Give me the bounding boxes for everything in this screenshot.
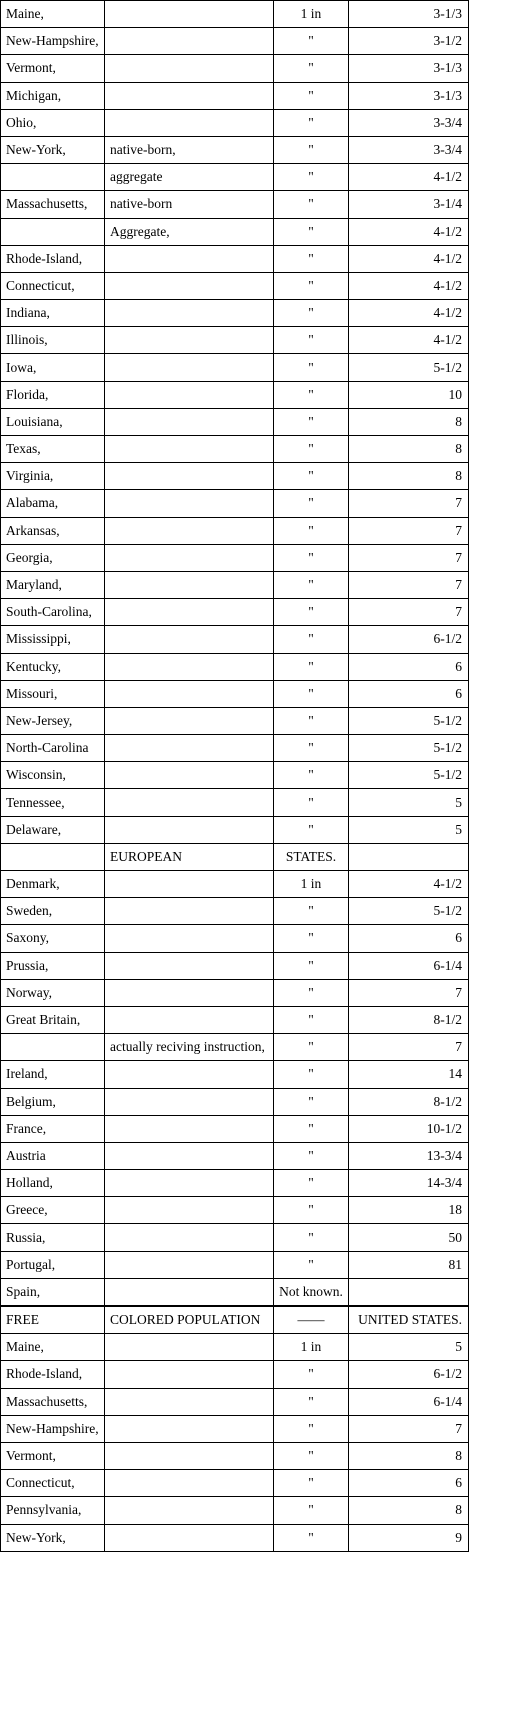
region-cell: Pennsylvania,: [1, 1497, 105, 1524]
qualifier-cell: [105, 1170, 274, 1197]
ratio-value-cell: 6: [349, 653, 469, 680]
region-cell: Vermont,: [1, 1442, 105, 1469]
ratio-value-cell: 7: [349, 490, 469, 517]
ratio-value-cell: 14-3/4: [349, 1170, 469, 1197]
table-row: [1, 1034, 469, 1061]
ratio-value-cell: 4-1/2: [349, 327, 469, 354]
region-cell: Norway,: [1, 979, 105, 1006]
table-row: [1, 354, 469, 381]
region-cell: South-Carolina,: [1, 599, 105, 626]
region-cell: New-Hampshire,: [1, 1415, 105, 1442]
table-row: [1, 327, 469, 354]
qualifier-cell: [105, 1061, 274, 1088]
table-row: [1, 55, 469, 82]
ratio-prefix-cell: ": [274, 599, 349, 626]
ratio-value-cell: 3-1/2: [349, 28, 469, 55]
table-row: [1, 490, 469, 517]
ratio-value-cell: 4-1/2: [349, 871, 469, 898]
ratio-value-cell: 81: [349, 1251, 469, 1278]
table-row: [1, 1497, 469, 1524]
ratio-value-cell: 4-1/2: [349, 272, 469, 299]
region-cell: Portugal,: [1, 1251, 105, 1278]
ratio-value-cell: 13-3/4: [349, 1142, 469, 1169]
ratio-value-cell: 7: [349, 1034, 469, 1061]
table-row: [1, 109, 469, 136]
table-row: [1, 1334, 469, 1361]
region-cell: Indiana,: [1, 300, 105, 327]
qualifier-cell: [105, 1251, 274, 1278]
ratio-prefix-cell: ": [274, 789, 349, 816]
ratio-prefix-cell: ": [274, 680, 349, 707]
ratio-prefix-cell: ": [274, 272, 349, 299]
table-row: [1, 762, 469, 789]
table-row: [1, 707, 469, 734]
table-row: [1, 1224, 469, 1251]
region-cell: North-Carolina: [1, 735, 105, 762]
region-cell: Arkansas,: [1, 517, 105, 544]
region-cell: New-Hampshire,: [1, 28, 105, 55]
ratio-prefix-cell: 1 in: [274, 1, 349, 28]
region-cell: Ohio,: [1, 109, 105, 136]
qualifier-cell: COLORED POPULATION: [105, 1306, 274, 1334]
ratio-value-cell: 18: [349, 1197, 469, 1224]
table-row: [1, 1361, 469, 1388]
ratio-value-cell: 8: [349, 408, 469, 435]
region-cell: Massachusetts,: [1, 191, 105, 218]
table-row: [1, 436, 469, 463]
qualifier-cell: [105, 109, 274, 136]
region-cell: New-York,: [1, 136, 105, 163]
ratio-value-cell: 5-1/2: [349, 354, 469, 381]
ratio-prefix-cell: ": [274, 898, 349, 925]
ratio-value-cell: 4-1/2: [349, 164, 469, 191]
ratio-value-cell: 14: [349, 1061, 469, 1088]
region-cell: Texas,: [1, 436, 105, 463]
ratio-value-cell: 7: [349, 544, 469, 571]
ratio-prefix-cell: ": [274, 626, 349, 653]
qualifier-cell: [105, 1497, 274, 1524]
region-cell: Rhode-Island,: [1, 1361, 105, 1388]
region-cell: Connecticut,: [1, 272, 105, 299]
ratio-value-cell: 50: [349, 1224, 469, 1251]
qualifier-cell: [105, 327, 274, 354]
qualifier-cell: [105, 653, 274, 680]
region-cell: Denmark,: [1, 871, 105, 898]
region-cell: Delaware,: [1, 816, 105, 843]
ratio-value-cell: 10-1/2: [349, 1115, 469, 1142]
table-row: [1, 680, 469, 707]
table-row: [1, 164, 469, 191]
qualifier-cell: [105, 1142, 274, 1169]
region-cell: Russia,: [1, 1224, 105, 1251]
ratio-prefix-cell: ": [274, 1115, 349, 1142]
region-cell: [1, 164, 105, 191]
qualifier-cell: [105, 1197, 274, 1224]
ratio-value-cell: 8: [349, 436, 469, 463]
ratio-prefix-cell: ": [274, 1006, 349, 1033]
ratio-prefix-cell: ": [274, 1388, 349, 1415]
qualifier-cell: [105, 680, 274, 707]
qualifier-cell: [105, 571, 274, 598]
region-cell: Belgium,: [1, 1088, 105, 1115]
qualifier-cell: [105, 1415, 274, 1442]
ratio-prefix-cell: ": [274, 218, 349, 245]
qualifier-cell: [105, 436, 274, 463]
region-cell: Saxony,: [1, 925, 105, 952]
ratio-prefix-cell: ——: [274, 1306, 349, 1334]
qualifier-cell: [105, 735, 274, 762]
ratio-value-cell: [349, 1278, 469, 1306]
region-cell: Maine,: [1, 1334, 105, 1361]
table-row: [1, 816, 469, 843]
table-row: [1, 1415, 469, 1442]
ratio-value-cell: 3-1/4: [349, 191, 469, 218]
ratio-value-cell: 7: [349, 979, 469, 1006]
ratio-value-cell: 8: [349, 1442, 469, 1469]
ratio-prefix-cell: ": [274, 1061, 349, 1088]
ratio-value-cell: 5: [349, 1334, 469, 1361]
ratio-prefix-cell: ": [274, 979, 349, 1006]
ratio-prefix-cell: ": [274, 925, 349, 952]
ratio-value-cell: 3-3/4: [349, 109, 469, 136]
table-row: [1, 381, 469, 408]
ratio-value-cell: 6: [349, 1470, 469, 1497]
table-row: [1, 463, 469, 490]
table-row: [1, 979, 469, 1006]
ratio-prefix-cell: ": [274, 1497, 349, 1524]
region-cell: Austria: [1, 1142, 105, 1169]
table-row: [1, 1524, 469, 1551]
ratio-prefix-cell: ": [274, 136, 349, 163]
table-row: [1, 1170, 469, 1197]
region-cell: Massachusetts,: [1, 1388, 105, 1415]
region-cell: Mississippi,: [1, 626, 105, 653]
table-row: [1, 82, 469, 109]
ratio-prefix-cell: ": [274, 1142, 349, 1169]
table-row: [1, 1470, 469, 1497]
ratio-prefix-cell: ": [274, 816, 349, 843]
region-cell: New-York,: [1, 1524, 105, 1551]
qualifier-cell: [105, 28, 274, 55]
ratio-value-cell: 4-1/2: [349, 300, 469, 327]
ratio-prefix-cell: ": [274, 1470, 349, 1497]
region-cell: Missouri,: [1, 680, 105, 707]
qualifier-cell: native-born: [105, 191, 274, 218]
qualifier-cell: [105, 1442, 274, 1469]
table-row: [1, 28, 469, 55]
region-cell: Iowa,: [1, 354, 105, 381]
qualifier-cell: [105, 1224, 274, 1251]
ratio-prefix-cell: ": [274, 517, 349, 544]
table-row: [1, 517, 469, 544]
ratio-prefix-cell: ": [274, 28, 349, 55]
qualifier-cell: [105, 952, 274, 979]
table-row: [1, 898, 469, 925]
table-row: [1, 136, 469, 163]
qualifier-cell: [105, 1006, 274, 1033]
ratio-value-cell: 5-1/2: [349, 707, 469, 734]
table-row: [1, 653, 469, 680]
qualifier-cell: [105, 762, 274, 789]
ratio-value-cell: 8: [349, 1497, 469, 1524]
ratio-value-cell: 8-1/2: [349, 1088, 469, 1115]
table-row: [1, 843, 469, 870]
table-row: [1, 1278, 469, 1306]
qualifier-cell: [105, 517, 274, 544]
table-row: [1, 1088, 469, 1115]
table-row: [1, 544, 469, 571]
ratio-prefix-cell: ": [274, 952, 349, 979]
region-cell: Wisconsin,: [1, 762, 105, 789]
region-cell: Kentucky,: [1, 653, 105, 680]
table-row: [1, 300, 469, 327]
table-row: [1, 789, 469, 816]
ratio-prefix-cell: Not known.: [274, 1278, 349, 1306]
region-cell: Alabama,: [1, 490, 105, 517]
ratio-prefix-cell: 1 in: [274, 871, 349, 898]
ratio-value-cell: 5-1/2: [349, 898, 469, 925]
table-row: [1, 272, 469, 299]
qualifier-cell: [105, 1361, 274, 1388]
qualifier-cell: [105, 245, 274, 272]
qualifier-cell: [105, 925, 274, 952]
qualifier-cell: [105, 1334, 274, 1361]
ratio-prefix-cell: ": [274, 1224, 349, 1251]
ratio-prefix-cell: ": [274, 1251, 349, 1278]
ratio-value-cell: 3-1/3: [349, 55, 469, 82]
ratio-prefix-cell: ": [274, 1524, 349, 1551]
table-row: [1, 218, 469, 245]
ratio-value-cell: 9: [349, 1524, 469, 1551]
ratio-value-cell: 8: [349, 463, 469, 490]
ratio-value-cell: 6: [349, 680, 469, 707]
region-cell: New-Jersey,: [1, 707, 105, 734]
ratio-value-cell: 3-1/3: [349, 82, 469, 109]
table-row: [1, 1306, 469, 1334]
qualifier-cell: [105, 490, 274, 517]
ratio-prefix-cell: 1 in: [274, 1334, 349, 1361]
ratio-value-cell: 6-1/4: [349, 952, 469, 979]
qualifier-cell: [105, 544, 274, 571]
ratio-prefix-cell: ": [274, 354, 349, 381]
region-cell: [1, 843, 105, 870]
region-cell: Tennessee,: [1, 789, 105, 816]
ratio-value-cell: 6: [349, 925, 469, 952]
qualifier-cell: [105, 626, 274, 653]
table-row: [1, 1006, 469, 1033]
region-cell: FREE: [1, 1306, 105, 1334]
table-row: [1, 1197, 469, 1224]
table-row: [1, 571, 469, 598]
ratio-prefix-cell: ": [274, 544, 349, 571]
qualifier-cell: [105, 1088, 274, 1115]
ratio-value-cell: 6-1/2: [349, 1361, 469, 1388]
ratio-prefix-cell: ": [274, 463, 349, 490]
table-row: [1, 599, 469, 626]
table-row: [1, 952, 469, 979]
table-row: [1, 925, 469, 952]
region-cell: Virginia,: [1, 463, 105, 490]
ratio-value-cell: 6-1/4: [349, 1388, 469, 1415]
region-cell: Greece,: [1, 1197, 105, 1224]
ratio-prefix-cell: ": [274, 571, 349, 598]
ratio-prefix-cell: ": [274, 653, 349, 680]
region-cell: Georgia,: [1, 544, 105, 571]
qualifier-cell: [105, 789, 274, 816]
ratio-prefix-cell: ": [274, 1034, 349, 1061]
table-row: [1, 1388, 469, 1415]
region-cell: Michigan,: [1, 82, 105, 109]
qualifier-cell: [105, 1388, 274, 1415]
qualifier-cell: [105, 354, 274, 381]
qualifier-cell: native-born,: [105, 136, 274, 163]
table-row: [1, 245, 469, 272]
table-row: [1, 1, 469, 28]
ratio-value-cell: 7: [349, 517, 469, 544]
ratio-value-cell: 10: [349, 381, 469, 408]
ratio-prefix-cell: ": [274, 408, 349, 435]
qualifier-cell: actually reciving instruction,: [105, 1034, 274, 1061]
table-row: [1, 871, 469, 898]
region-cell: Great Britain,: [1, 1006, 105, 1033]
ratio-prefix-cell: ": [274, 191, 349, 218]
qualifier-cell: [105, 1, 274, 28]
qualifier-cell: aggregate: [105, 164, 274, 191]
qualifier-cell: [105, 463, 274, 490]
qualifier-cell: [105, 1524, 274, 1551]
ratio-value-cell: 4-1/2: [349, 245, 469, 272]
region-cell: Connecticut,: [1, 1470, 105, 1497]
region-cell: Florida,: [1, 381, 105, 408]
qualifier-cell: [105, 55, 274, 82]
ratio-prefix-cell: ": [274, 1415, 349, 1442]
qualifier-cell: [105, 816, 274, 843]
ratio-prefix-cell: ": [274, 245, 349, 272]
ratio-prefix-cell: ": [274, 1197, 349, 1224]
table-row: [1, 408, 469, 435]
ratio-value-cell: UNITED STATES.: [349, 1306, 469, 1334]
region-cell: Rhode-Island,: [1, 245, 105, 272]
ratio-prefix-cell: ": [274, 1088, 349, 1115]
qualifier-cell: Aggregate,: [105, 218, 274, 245]
ratio-prefix-cell: ": [274, 1361, 349, 1388]
region-cell: Prussia,: [1, 952, 105, 979]
qualifier-cell: [105, 381, 274, 408]
ratio-prefix-cell: ": [274, 762, 349, 789]
qualifier-cell: [105, 871, 274, 898]
ratio-value-cell: 3-3/4: [349, 136, 469, 163]
table-row: [1, 1142, 469, 1169]
qualifier-cell: [105, 1470, 274, 1497]
ratio-prefix-cell: ": [274, 55, 349, 82]
qualifier-cell: [105, 82, 274, 109]
ratio-table-body: [1, 1, 469, 1552]
ratio-value-cell: 7: [349, 1415, 469, 1442]
ratio-prefix-cell: ": [274, 327, 349, 354]
region-cell: [1, 218, 105, 245]
region-cell: Maryland,: [1, 571, 105, 598]
region-cell: France,: [1, 1115, 105, 1142]
ratio-value-cell: 7: [349, 599, 469, 626]
ratio-value-cell: 8-1/2: [349, 1006, 469, 1033]
ratio-value-cell: 5-1/2: [349, 762, 469, 789]
table-row: [1, 1442, 469, 1469]
region-cell: Ireland,: [1, 1061, 105, 1088]
region-cell: Spain,: [1, 1278, 105, 1306]
ratio-prefix-cell: ": [274, 300, 349, 327]
region-cell: Holland,: [1, 1170, 105, 1197]
qualifier-cell: [105, 300, 274, 327]
ratio-prefix-cell: ": [274, 109, 349, 136]
region-cell: Louisiana,: [1, 408, 105, 435]
ratio-value-cell: 4-1/2: [349, 218, 469, 245]
qualifier-cell: [105, 979, 274, 1006]
ratio-value-cell: 6-1/2: [349, 626, 469, 653]
ratio-prefix-cell: ": [274, 1170, 349, 1197]
table-row: [1, 735, 469, 762]
qualifier-cell: [105, 707, 274, 734]
ratio-value-cell: 5-1/2: [349, 735, 469, 762]
qualifier-cell: [105, 599, 274, 626]
qualifier-cell: [105, 272, 274, 299]
ratio-value-cell: 7: [349, 571, 469, 598]
table-row: [1, 191, 469, 218]
ratio-prefix-cell: STATES.: [274, 843, 349, 870]
region-cell: [1, 1034, 105, 1061]
qualifier-cell: [105, 408, 274, 435]
ratio-prefix-cell: ": [274, 735, 349, 762]
region-cell: Sweden,: [1, 898, 105, 925]
region-cell: Maine,: [1, 1, 105, 28]
ratio-value-cell: [349, 843, 469, 870]
table-row: [1, 1115, 469, 1142]
ratio-value-cell: 5: [349, 789, 469, 816]
ratio-value-cell: 3-1/3: [349, 1, 469, 28]
region-cell: Illinois,: [1, 327, 105, 354]
qualifier-cell: [105, 1115, 274, 1142]
ratio-prefix-cell: ": [274, 1442, 349, 1469]
ratio-prefix-cell: ": [274, 381, 349, 408]
table-row: [1, 1061, 469, 1088]
ratio-prefix-cell: ": [274, 164, 349, 191]
ratio-prefix-cell: ": [274, 82, 349, 109]
ratio-prefix-cell: ": [274, 490, 349, 517]
qualifier-cell: [105, 1278, 274, 1306]
ratio-prefix-cell: ": [274, 436, 349, 463]
table-row: [1, 626, 469, 653]
table-row: [1, 1251, 469, 1278]
ratio-prefix-cell: ": [274, 707, 349, 734]
region-cell: Vermont,: [1, 55, 105, 82]
ratio-value-cell: 5: [349, 816, 469, 843]
qualifier-cell: [105, 898, 274, 925]
qualifier-cell: EUROPEAN: [105, 843, 274, 870]
